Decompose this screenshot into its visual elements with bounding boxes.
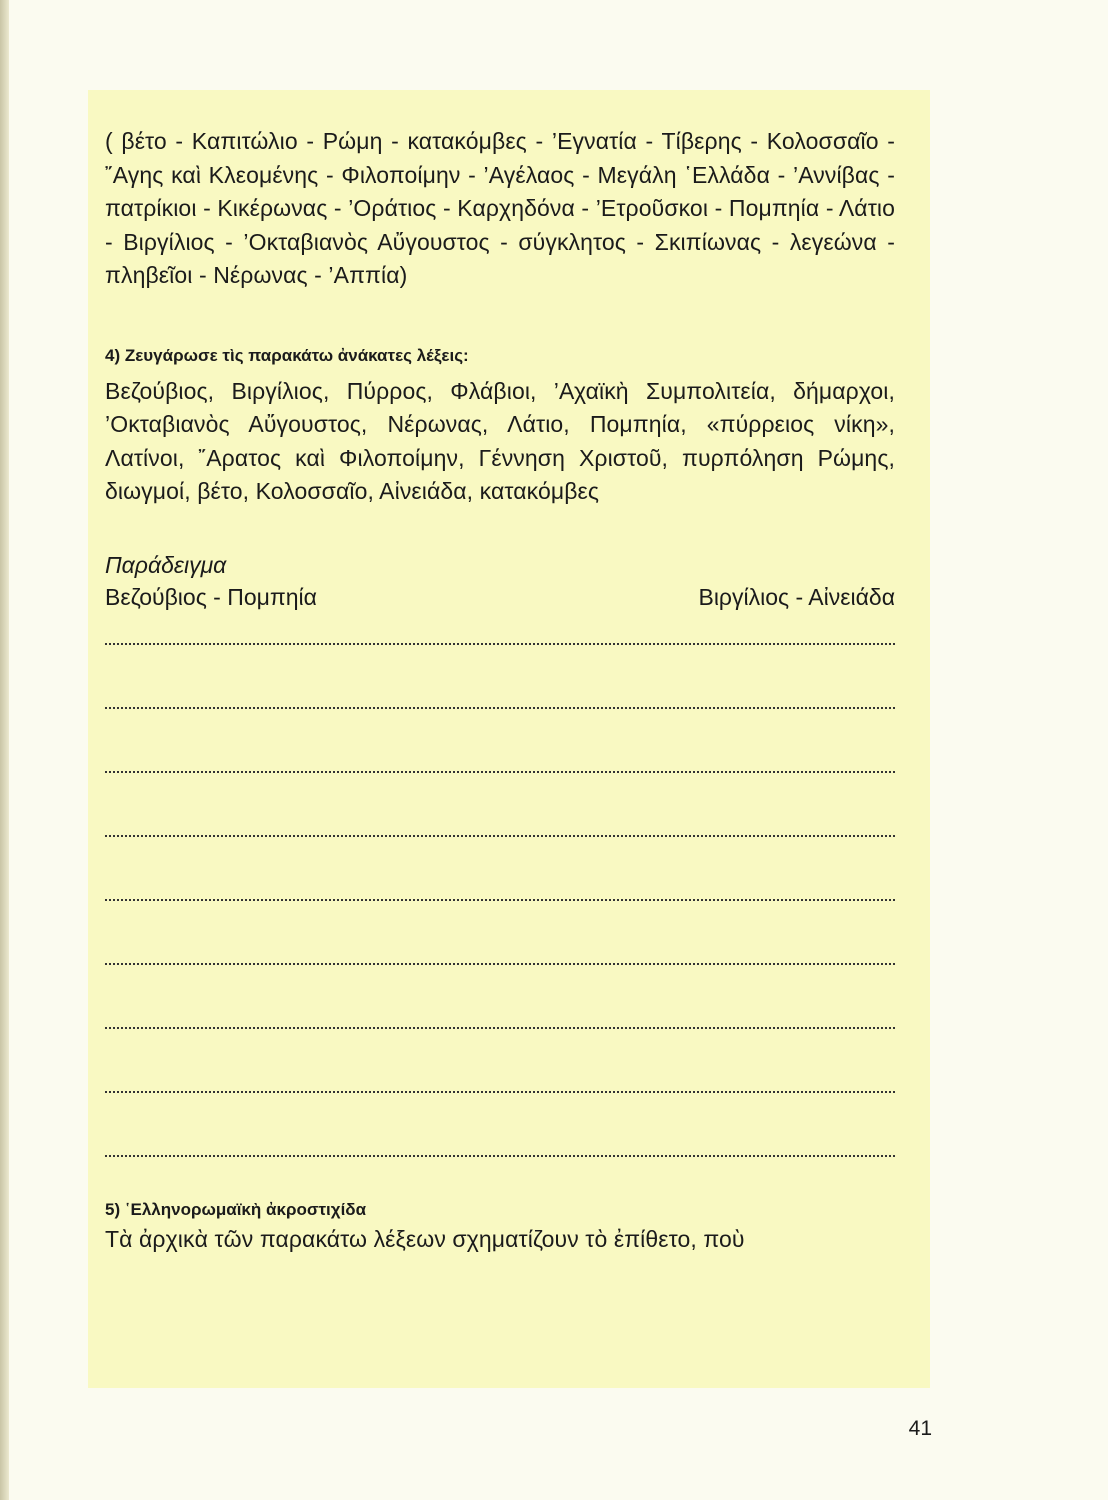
answer-line[interactable] xyxy=(105,895,895,901)
answer-lines xyxy=(105,639,895,1157)
answer-line[interactable] xyxy=(105,767,895,773)
example-right: Βιργίλιος - Αἰνειάδα xyxy=(698,583,895,610)
answer-line[interactable] xyxy=(105,1023,895,1029)
page-content xyxy=(105,125,895,1256)
answer-line[interactable] xyxy=(105,959,895,965)
page-number: 41 xyxy=(908,1417,932,1440)
example-row xyxy=(105,581,895,613)
example-label: Παράδειγμα xyxy=(105,551,227,578)
answer-line[interactable] xyxy=(105,1151,895,1157)
section-4-heading: 4) Ζευγάρωσε τὶς παρακάτω ἀνάκατες λέξεις: xyxy=(105,345,469,365)
answer-line[interactable] xyxy=(105,1087,895,1093)
example-left: Βεζούβιος - Πομπηία xyxy=(105,583,317,610)
answer-line[interactable] xyxy=(105,639,895,645)
answer-line[interactable] xyxy=(105,831,895,837)
section-5-text: Τὰ ἀρχικὰ τῶν παρακάτω λέξεων σχηματίζουν τὸ ἐπίθετο, ποὺ xyxy=(105,1225,745,1252)
answer-line[interactable] xyxy=(105,703,895,709)
section-4-words: Βεζούβιος, Βιργίλιος, Πύρρος, Φλάβιοι, ’Αχαϊκὴ Συμπολιτεία, δήμαρχοι, ’Οκταβιανὸς Αὔγουστος, Νέρωνας, Λάτιο, Πομπηία, «πύρρειος νίκη», Λατίνοι, ῎Αρατος καὶ Φιλοποίμην, Γέννηση Χριστοῦ, πυρπόληση Ρώμης, διωγμοί, βέτο, Κολοσσαῖο, Αἰνειάδα, κατακόμβες xyxy=(105,377,895,504)
page-edge xyxy=(0,0,9,1500)
section-5-heading: 5) ῾Ελληνορωμαϊκὴ ἀκροστιχίδα xyxy=(105,1199,367,1219)
word-list-paragraph: ( βέτο - Καπιτώλιο - Ρώμη - κατακόμβες - ’Εγνατία - Τίβερης - Κολοσσαῖο - ῎Αγης καὶ Κλεομένης - Φιλοποίμην - ’Αγέλαος - Μεγάλη ῾Ελλάδα - ’Αννίβας - πατρίκιοι - Κικέρωνας - ’Οράτιος - Καρχηδόνα - ’Ετροῦσκοι - Πομπηία - Λάτιο - Βιργίλιος - ’Οκταβιανὸς Αὔγουστος - σύγκλητος - Σκιπίωνας - λεγεώνα - πληβεῖοι - Νέρωνας - ’Αππία) xyxy=(105,128,895,288)
